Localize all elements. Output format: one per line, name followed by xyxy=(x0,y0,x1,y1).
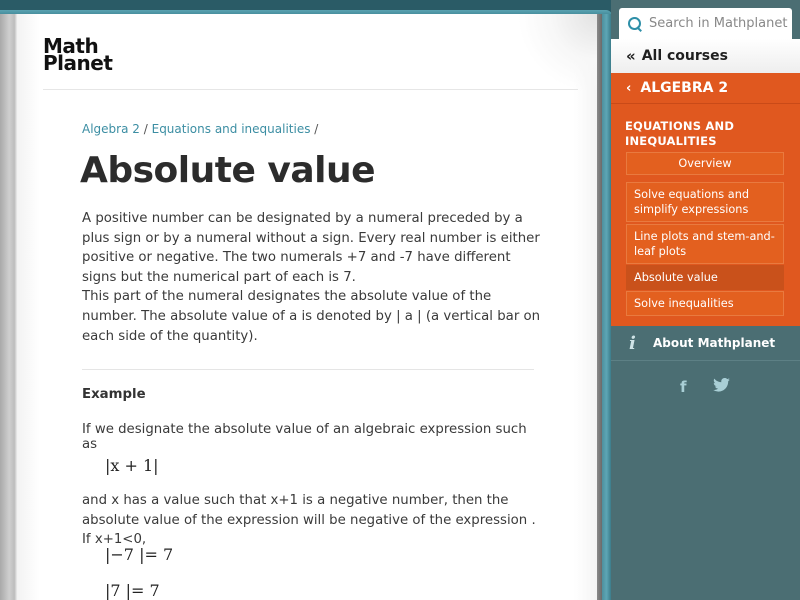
chevron-left-icon: ‹ xyxy=(626,80,632,96)
breadcrumb xyxy=(82,122,318,136)
intro-paragraph-1: A positive number can be designated by a numeral preceded by a plus sign or by a numeral without a sign. Every real number is either positive or negative. The two numerals +7 and -7 have different signs but the numerical part of each is 7. xyxy=(82,211,540,285)
info-icon: i xyxy=(629,332,636,354)
search-icon[interactable] xyxy=(627,16,643,32)
about-mathplanet-link[interactable] xyxy=(611,326,800,361)
page-edge-teal xyxy=(602,14,611,600)
nav-item-line-plots[interactable]: Line plots and stem-and-leaf plots xyxy=(626,224,784,264)
example-text-1: If we designate the absolute value of an algebraic expression such as xyxy=(82,422,527,452)
facebook-icon[interactable]: f xyxy=(680,378,687,396)
nav-item-overview[interactable]: Overview xyxy=(626,152,784,175)
intro-paragraph-2: This part of the numeral designates the absolute value of the number. The absolute value of a is denoted by | a | (a vertical bar on each side of the quantity). xyxy=(82,289,541,344)
breadcrumb-separator: / xyxy=(314,122,319,136)
double-chevron-left-icon: « xyxy=(626,47,636,65)
course-link-algebra-2[interactable] xyxy=(611,73,800,104)
social-links xyxy=(680,378,730,396)
logo-line-1: Math xyxy=(43,34,99,58)
section-divider xyxy=(82,369,534,370)
nav-item-absolute-value[interactable]: Absolute value xyxy=(626,265,784,290)
search-input[interactable] xyxy=(649,16,789,31)
math-expression-1: |x + 1| xyxy=(105,456,159,475)
all-courses-label: All courses xyxy=(641,48,728,64)
nav-item-solve-inequalities[interactable]: Solve inequalities xyxy=(626,291,784,316)
example-text-2: and x has a value such that x+1 is a negative number, then the absolute value of the expression will be negative of the expression . If x+1<0, xyxy=(82,493,536,548)
intro-text xyxy=(82,209,542,346)
page-title: Absolute value xyxy=(80,150,376,191)
breadcrumb-equations[interactable]: Equations and inequalities xyxy=(151,122,311,136)
mathplanet-logo[interactable] xyxy=(43,34,113,78)
logo-line-2: Planet xyxy=(43,51,113,75)
book-spine xyxy=(0,14,17,600)
all-courses-link[interactable] xyxy=(611,39,800,73)
math-expression-2: |−7 |= 7 xyxy=(105,545,174,564)
page-curl xyxy=(517,14,597,94)
about-label: About Mathplanet xyxy=(653,336,776,350)
math-expression-3: |7 |= 7 xyxy=(105,581,160,600)
course-label: ALGEBRA 2 xyxy=(640,80,729,96)
example-heading: Example xyxy=(82,387,146,402)
header-divider xyxy=(43,89,578,90)
nav-item-solve-equations[interactable]: Solve equations and simplify expressions xyxy=(626,182,784,222)
twitter-icon[interactable] xyxy=(713,378,730,392)
section-title: EQUATIONS AND INEQUALITIES xyxy=(625,119,735,148)
breadcrumb-separator: / xyxy=(143,122,148,136)
search-box[interactable] xyxy=(619,8,792,39)
breadcrumb-algebra-2[interactable]: Algebra 2 xyxy=(82,122,140,136)
